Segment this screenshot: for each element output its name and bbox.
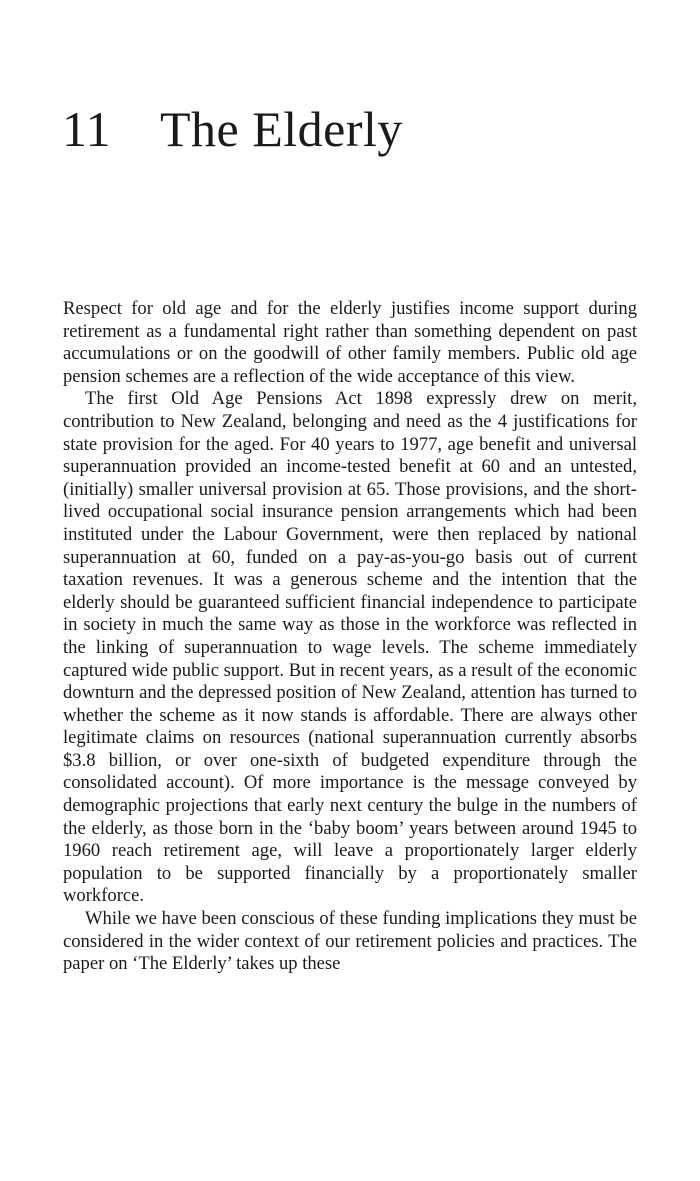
paragraph-3: While we have been conscious of these funding implications they must be considered in the wider context of our retirement policies and practices. The paper on ‘The Elderly’ takes up these [63, 908, 637, 975]
paragraph-2: The first Old Age Pensions Act 1898 expressly drew on merit, contribution to New Zealand, belonging and need as the 4 justifications for state provision for the aged. For 40 years to 1977, age benefit and universal superannuation provided an income-tested benefit at 60 and an untested, (initially) smaller universal provision at 65. Those provisions, and the short-lived occupational social insurance pension arrangements which had been instituted under the Labour Government, were then replaced by national superannuation at 60, funded on a pay-as-you-go basis out of current taxation revenues. It was a generous scheme and the intention that the elderly should be guaranteed sufficient financial independence to participate in society in much the same way as those in the workforce was reflected in the linking of superannuation to wage levels. The scheme immediately captured wide public support. But in recent years, as a result of the economic downturn and the depressed position of New Zealand, attention has turned to whether the scheme as it now stands is affordable. There are always other legitimate claims on resources (national superannuation currently absorbs $3.8 billion, or over one-sixth of budgeted expenditure through the consolidated account). Of more importance is the message conveyed by demographic projections that early next century the bulge in the numbers of the elderly, as those born in the ‘baby boom’ years between around 1945 to 1960 reach retirement age, will leave a proportionately larger elderly population to be supported financially by a proportionately smaller workforce. [63, 388, 637, 907]
paragraph-1: Respect for old age and for the elderly justifies income support during retirement as a fundamental right rather than something dependent on past accumulations or on the goodwill of other family members. Public old age pension schemes are a reflection of the wide acceptance of this view. [63, 298, 637, 387]
chapter-heading [62, 101, 403, 157]
chapter-number: 11 [62, 101, 112, 157]
chapter-title: The Elderly [160, 101, 403, 157]
body-text [63, 298, 637, 976]
